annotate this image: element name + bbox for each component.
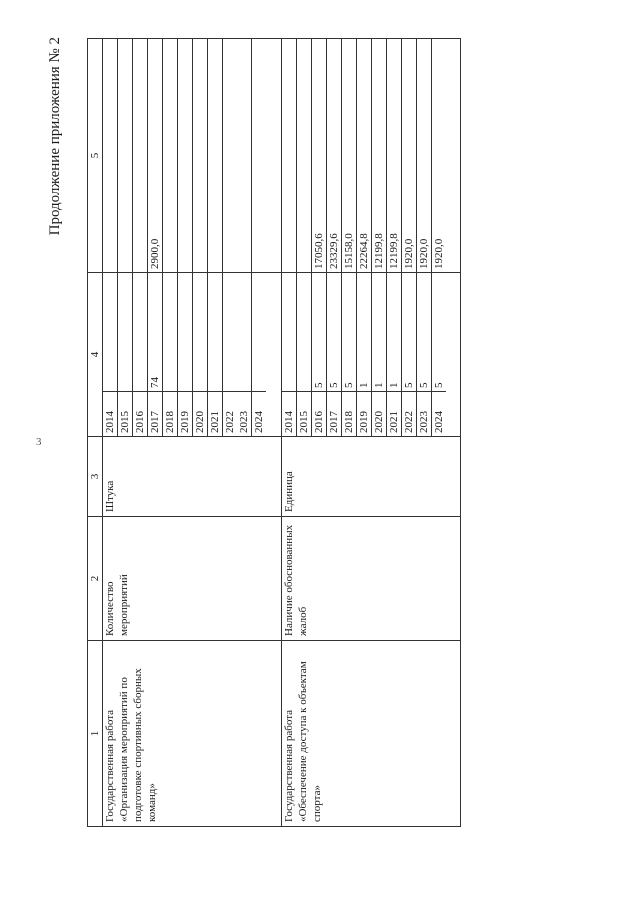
work-name: Государственная работа «Организация мероприятий по подготовке спортивных сборных команд» bbox=[103, 641, 282, 827]
amounts-by-year bbox=[103, 39, 282, 273]
column-number: 4 bbox=[88, 273, 103, 437]
column-number: 2 bbox=[88, 517, 103, 641]
column-number: 3 bbox=[88, 437, 103, 517]
table-row bbox=[103, 39, 282, 827]
year-amounts: 17050,6 23329,6 15158,0 22264,8 12199,8 12199,8 1920,0 1920,0 1920,0 bbox=[282, 39, 446, 272]
unit: Единица bbox=[282, 437, 461, 517]
unit: Штука bbox=[103, 437, 282, 517]
column-number-row bbox=[88, 39, 103, 827]
values-by-year bbox=[282, 273, 461, 437]
table-row bbox=[282, 39, 461, 827]
indicators-table bbox=[87, 38, 461, 827]
year-amounts: 2900,0 bbox=[103, 39, 266, 272]
rotated-page bbox=[47, 34, 621, 827]
indicator-name: Наличие обоснованных жалоб bbox=[282, 517, 461, 641]
amounts-by-year bbox=[282, 39, 461, 273]
year-values: 2014 2015 2016 2017 74 2018 2019 2020 2021 2022 2023 2024 bbox=[103, 273, 266, 436]
work-name: Государственная работа «Обеспечение доступа к объектам спорта» bbox=[282, 641, 461, 827]
appendix-title: Продолжение приложения № 2 bbox=[47, 37, 63, 236]
indicator-name: Количество мероприятий bbox=[103, 517, 282, 641]
values-by-year bbox=[103, 273, 282, 437]
year-values: 2014 2015 2016 5 2017 5 2018 5 2019 1 2020 1 2021 1 2022 5 2023 5 2024 5 bbox=[282, 273, 446, 436]
column-number: 1 bbox=[88, 641, 103, 827]
page-number: 3 bbox=[36, 436, 42, 448]
column-number: 5 bbox=[88, 39, 103, 273]
